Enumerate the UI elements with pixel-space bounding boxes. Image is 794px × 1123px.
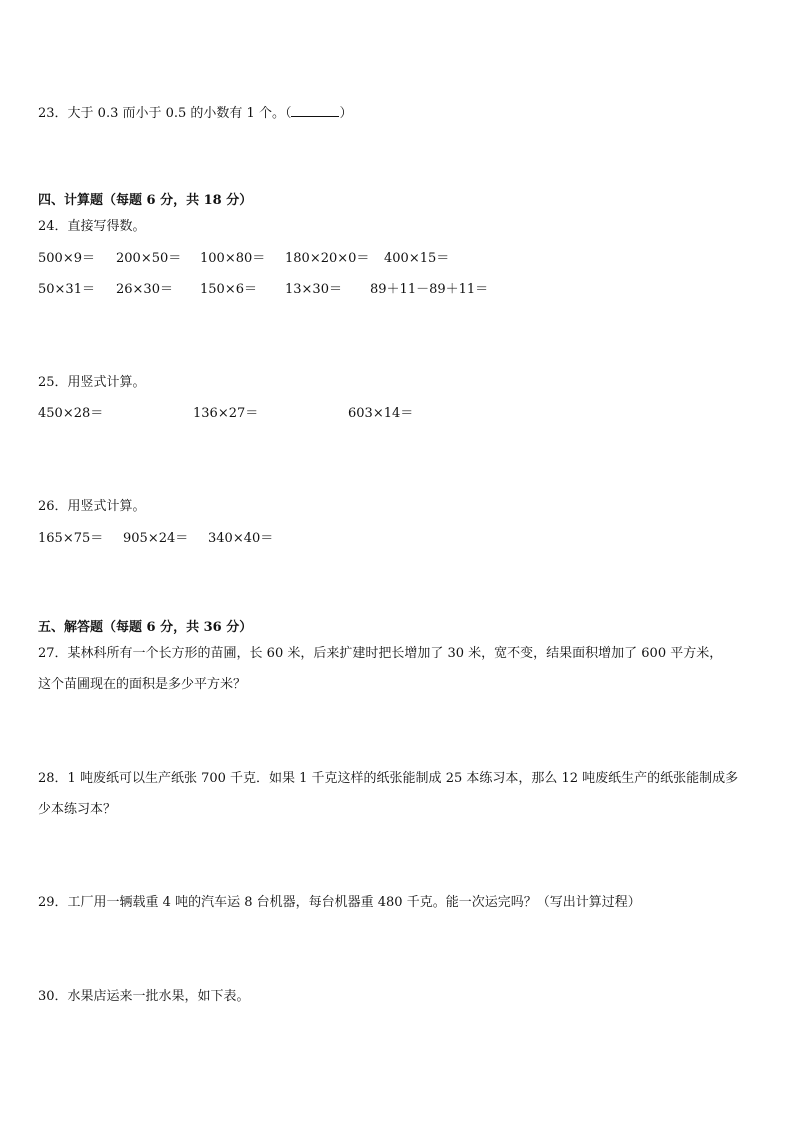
vertical-calc-item: 340×40＝ (208, 531, 274, 546)
calc-item: 500×9＝ (38, 251, 95, 266)
vertical-calc-item: 603×14＝ (348, 406, 414, 421)
calc-item: 50×31＝ (38, 282, 95, 297)
section-4-heading: 四、计算题（每题 6 分，共 18 分） (38, 193, 253, 208)
section-5-heading: 五、解答题（每题 6 分，共 36 分） (38, 620, 253, 635)
question-30: 30．水果店运来一批水果，如下表。 (38, 989, 250, 1004)
question-27-line2: 这个苗圃现在的面积是多少平方米？ (38, 677, 247, 692)
answer-blank[interactable] (291, 104, 339, 117)
vertical-calc-item: 165×75＝ (38, 531, 104, 546)
question-29: 29．工厂用一辆载重 4 吨的汽车运 8 台机器，每台机器重 480 千克。能一次运完吗？（写出计算过程） (38, 895, 641, 910)
calc-item: 89＋11－89＋11＝ (370, 282, 489, 297)
calc-item: 150×6＝ (200, 282, 257, 297)
vertical-calc-item: 136×27＝ (193, 406, 259, 421)
calc-item: 200×50＝ (116, 251, 182, 266)
question-24-prompt: 24．直接写得数。 (38, 219, 146, 234)
calc-item: 13×30＝ (285, 282, 342, 297)
calc-item: 400×15＝ (384, 251, 450, 266)
question-28-line1: 28．1 吨废纸可以生产纸张 700 千克．如果 1 千克这样的纸张能制成 25 本练习本，那么 12 吨废纸生产的纸张能制成多 (38, 771, 739, 786)
question-25-prompt: 25．用竖式计算。 (38, 375, 146, 390)
question-23 (38, 104, 352, 123)
vertical-calc-item: 905×24＝ (123, 531, 189, 546)
question-23-text: 23．大于 0.3 而小于 0.5 的小数有 1 个。（ (38, 106, 292, 121)
question-28-line2: 少本练习本？ (38, 802, 117, 817)
calc-item: 26×30＝ (116, 282, 173, 297)
question-27-line1: 27．某林科所有一个长方形的苗圃，长 60 米，后来扩建时把长增加了 30 米，宽不变，结果面积增加了 600 平方米， (38, 646, 723, 661)
question-23-close: ） (339, 106, 353, 121)
question-26-prompt: 26．用竖式计算。 (38, 499, 146, 514)
calc-item: 100×80＝ (200, 251, 266, 266)
vertical-calc-item: 450×28＝ (38, 406, 104, 421)
calc-item: 180×20×0＝ (285, 251, 370, 266)
